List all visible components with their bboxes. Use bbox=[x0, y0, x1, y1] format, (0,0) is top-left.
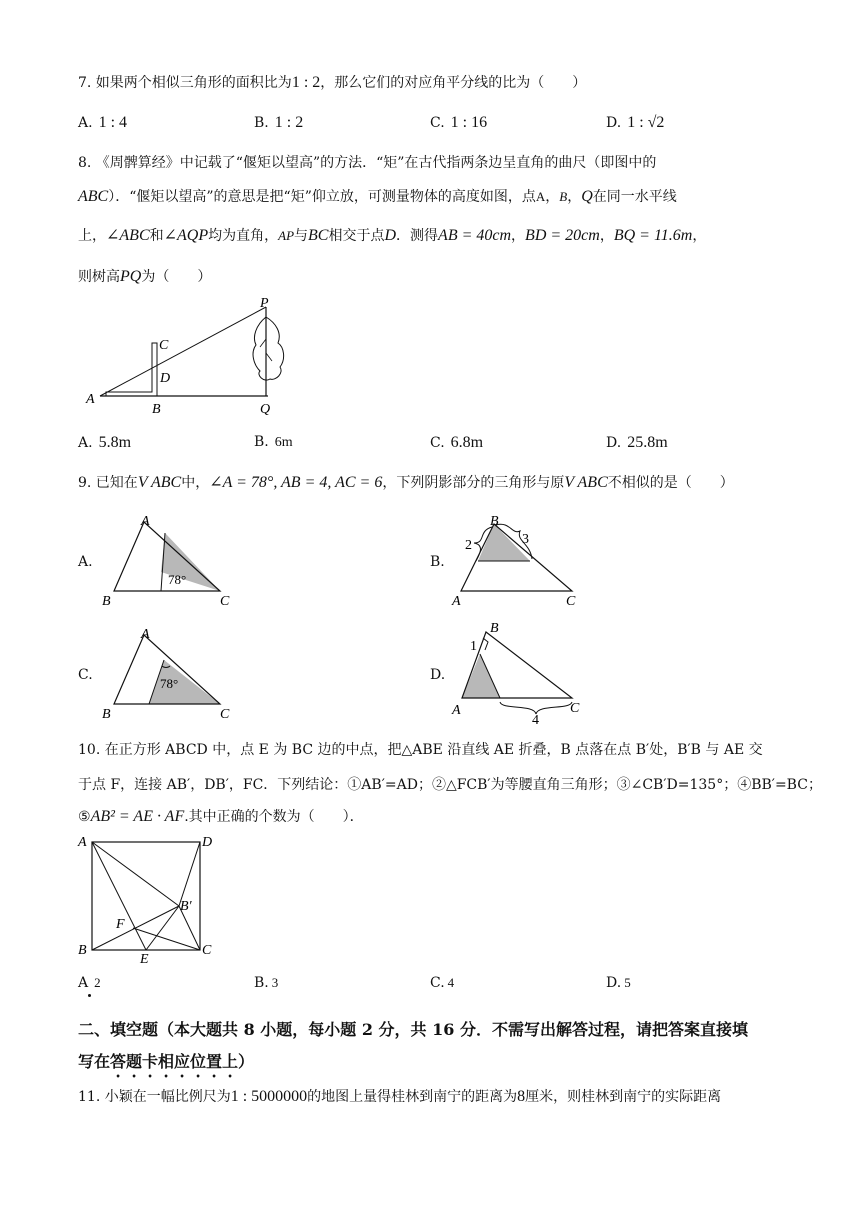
q8-bd-eq: BD = 20cm bbox=[525, 227, 600, 244]
q7-stem bbox=[78, 72, 586, 92]
segment-abp bbox=[92, 842, 179, 906]
length-1: 1 bbox=[470, 639, 477, 654]
section2-heading-line1: 二、填空题（本大题共 8 小题，每小题 2 分，共 16 分．不需写出解答过程，请把答案直接填 bbox=[78, 1020, 748, 1039]
option-letter: A. bbox=[78, 435, 93, 451]
q8-option-a[interactable] bbox=[78, 434, 131, 452]
sight-line bbox=[100, 307, 266, 396]
q8-line2-end: 在同一水平线 bbox=[592, 189, 677, 205]
option-value: 6.8m bbox=[450, 434, 484, 451]
option-value: 1 : √2 bbox=[627, 114, 665, 131]
q9-option-c-letter[interactable]: C. bbox=[78, 667, 93, 683]
q10-option-c[interactable] bbox=[430, 975, 454, 991]
q9-triangle: V ABC bbox=[137, 474, 182, 491]
text: .其中正确的个数为（ ）． bbox=[184, 809, 364, 825]
label-b: B bbox=[102, 594, 111, 609]
label-a: A bbox=[141, 627, 150, 642]
option-value: 5.8m bbox=[98, 434, 132, 451]
q8-bc: BC bbox=[308, 227, 329, 244]
text: 与 bbox=[294, 228, 309, 244]
text: 的地图上量得桂林到南宁的距离为 bbox=[307, 1089, 518, 1105]
label-a: A bbox=[452, 594, 461, 609]
option-value: 5 bbox=[624, 975, 631, 990]
q8-abc: ABC bbox=[78, 188, 109, 205]
label-c: C bbox=[566, 594, 576, 609]
label-b: B bbox=[102, 707, 111, 722]
q8-option-b[interactable] bbox=[254, 434, 293, 451]
q7-stem-a: 7. 如果两个相似三角形的面积比为 bbox=[78, 75, 292, 91]
label-a: A bbox=[78, 835, 87, 850]
text: 11. 小颖在一幅比例尺为 bbox=[78, 1089, 231, 1105]
label-c: C bbox=[570, 701, 580, 716]
q7-ratio: 1 : 2 bbox=[291, 74, 321, 91]
q9-figure-d[interactable] bbox=[450, 618, 600, 728]
label-c: C bbox=[220, 707, 230, 722]
q8-line4 bbox=[78, 266, 211, 286]
q9-triangle-2: V ABC bbox=[564, 474, 608, 491]
q8-point-b: B bbox=[559, 189, 568, 204]
q8-angle-aqp: ∠AQP bbox=[163, 227, 209, 244]
q8-ap: AP bbox=[278, 228, 295, 243]
option-value: 6m bbox=[274, 435, 293, 450]
q8-d: D bbox=[384, 227, 397, 244]
option-letter: C. bbox=[430, 975, 445, 991]
option-letter: D. bbox=[606, 975, 622, 991]
option-value: 2 bbox=[94, 975, 101, 990]
option-letter: B. bbox=[254, 975, 269, 991]
text: 写在 bbox=[78, 1052, 111, 1071]
segment-ebp bbox=[146, 906, 179, 950]
q11-scale: 1 : 5000000 bbox=[230, 1088, 308, 1105]
q8-line2-text: ）．“偃矩以望高”的意思是把“矩”仰立放，可测量物体的高度如图，点 bbox=[108, 189, 536, 205]
option-letter: D. bbox=[606, 435, 622, 451]
label-a: A bbox=[86, 392, 95, 407]
label-b-prime: B′ bbox=[180, 899, 192, 914]
q7-option-b[interactable] bbox=[254, 114, 303, 132]
q9-option-b-letter[interactable]: B. bbox=[430, 554, 445, 570]
text: ⑤ bbox=[78, 809, 91, 825]
text: ） bbox=[238, 1052, 255, 1071]
q8-line3: 上，∠ABC和∠AQP均为直角，AP与BC相交于点D．测得AB = 40cm，BD = 20cm，BQ = 11.6m， bbox=[78, 227, 707, 244]
q9-figure-b[interactable] bbox=[450, 513, 590, 609]
text: 9. 已知在 bbox=[78, 475, 138, 491]
shaded-triangle bbox=[462, 654, 500, 698]
label-c: C bbox=[159, 338, 169, 353]
label-d: D bbox=[202, 835, 213, 850]
length-4: 4 bbox=[532, 713, 539, 728]
q8-bq-eq: BQ = 11.6m bbox=[613, 227, 693, 244]
angle-label: 78° bbox=[160, 676, 179, 691]
q10-line1: 10. 在正方形 ABCD 中，点 E 为 BC 边的中点，把△ABE 沿直线 AE 折叠，B 点落在点 B′处，B′B 与 AE 交 bbox=[78, 742, 763, 758]
text: 则树高 bbox=[78, 269, 120, 285]
q9-stem bbox=[78, 472, 734, 492]
option-value: 1 : 4 bbox=[98, 114, 128, 131]
text: 不相似的是（ ） bbox=[607, 475, 734, 491]
q10-formula: AB² = AE · AF bbox=[90, 808, 185, 825]
q8-ab-eq: AB = 40cm bbox=[438, 227, 512, 244]
q8-figure bbox=[80, 295, 320, 420]
segment-ae bbox=[92, 842, 146, 950]
q9-figure-a[interactable] bbox=[98, 513, 248, 609]
text: ，下列阴影部分的三角形与原 bbox=[382, 475, 565, 491]
segment-dbp bbox=[179, 842, 200, 906]
q8-point-a: A bbox=[535, 189, 546, 204]
q7-option-d[interactable] bbox=[606, 114, 664, 132]
label-f: F bbox=[116, 917, 125, 932]
label-d: D bbox=[160, 371, 171, 386]
q8-angle-abc: ∠ABC bbox=[106, 227, 150, 244]
q7-option-a[interactable] bbox=[78, 114, 127, 132]
option-letter: C. bbox=[430, 435, 445, 451]
label-b: B bbox=[152, 402, 161, 417]
section2-heading-line2 bbox=[78, 1049, 254, 1081]
angle-label: 78° bbox=[168, 572, 187, 587]
segment-bbp bbox=[92, 906, 179, 950]
q10-option-b[interactable] bbox=[254, 975, 278, 991]
segment-fc bbox=[133, 928, 200, 950]
q8-option-d[interactable] bbox=[606, 434, 668, 452]
option-letter: A bbox=[78, 975, 89, 991]
emphasized-text: 答题卡相应位置上 bbox=[110, 1052, 239, 1071]
label-c: C bbox=[220, 594, 230, 609]
option-value: 25.8m bbox=[627, 434, 668, 451]
tree-icon bbox=[253, 317, 284, 380]
label-q: Q bbox=[260, 402, 271, 417]
label-a: A bbox=[141, 514, 150, 529]
text: ．测得 bbox=[396, 228, 439, 244]
label-a: A bbox=[452, 703, 461, 718]
option-letter: B. bbox=[254, 115, 269, 131]
q8-point-q: Q bbox=[581, 188, 593, 205]
label-b: B bbox=[490, 514, 499, 529]
option-value: 1 : 2 bbox=[274, 114, 304, 131]
q10-line3 bbox=[78, 806, 364, 826]
q10-option-a[interactable] bbox=[78, 975, 101, 991]
option-letter: D. bbox=[606, 115, 622, 131]
label-c: C bbox=[202, 943, 212, 958]
option-letter: B. bbox=[254, 434, 269, 450]
q7-option-c[interactable] bbox=[430, 114, 487, 132]
stray-dot bbox=[88, 994, 91, 997]
label-p: P bbox=[260, 296, 269, 311]
option-value: 3 bbox=[271, 975, 279, 990]
q7-stem-b: ，那么它们的对应角平分线的比为（ ） bbox=[320, 75, 587, 91]
q9-figure-c[interactable] bbox=[98, 626, 248, 722]
text: 中， bbox=[181, 475, 210, 491]
text: 均为直角， bbox=[208, 228, 279, 244]
q10-line2: 于点 F，连接 AB′，DB′，FC．下列结论：①AB′=AD；②△FCB′为等腰直角三角形；③∠CB′D=135°；④BB′=BC； bbox=[78, 777, 822, 793]
q8-line1: 8. 《周髀算经》中记载了“偃矩以望高”的方法．“矩”在古代指两条边呈直角的曲尺（即图中的 bbox=[78, 155, 657, 171]
q10-figure bbox=[74, 830, 224, 965]
option-letter: C. bbox=[430, 115, 445, 131]
label-b: B bbox=[490, 621, 499, 636]
option-value: 4 bbox=[447, 975, 455, 990]
text: 上， bbox=[78, 228, 106, 244]
square-abcd bbox=[92, 842, 200, 950]
text: 相交于点 bbox=[328, 228, 385, 244]
q11-distance: 8 bbox=[517, 1088, 526, 1105]
label-b: B bbox=[78, 943, 87, 958]
option-letter: A. bbox=[78, 115, 93, 131]
q11-stem bbox=[78, 1086, 721, 1106]
length-2: 2 bbox=[465, 538, 472, 553]
q9-option-a-letter[interactable]: A. bbox=[78, 554, 93, 570]
q10-option-d[interactable] bbox=[606, 975, 631, 991]
q8-line2: ABC）．“偃矩以望高”的意思是把“矩”仰立放，可测量物体的高度如图，点A，B，Q在同一水平线 bbox=[78, 188, 677, 205]
q8-option-c[interactable] bbox=[430, 434, 483, 452]
text: 为（ ） bbox=[141, 269, 212, 285]
option-value: 1 : 16 bbox=[450, 114, 488, 131]
length-3: 3 bbox=[522, 532, 529, 547]
label-e: E bbox=[140, 952, 149, 965]
text: 厘米，则桂林到南宁的实际距离 bbox=[525, 1089, 722, 1105]
text: 和 bbox=[149, 228, 164, 244]
q9-option-d-letter[interactable]: D. bbox=[430, 667, 446, 683]
q8-pq: PQ bbox=[120, 268, 142, 285]
q9-condition: ∠A = 78°, AB = 4, AC = 6 bbox=[209, 474, 383, 491]
